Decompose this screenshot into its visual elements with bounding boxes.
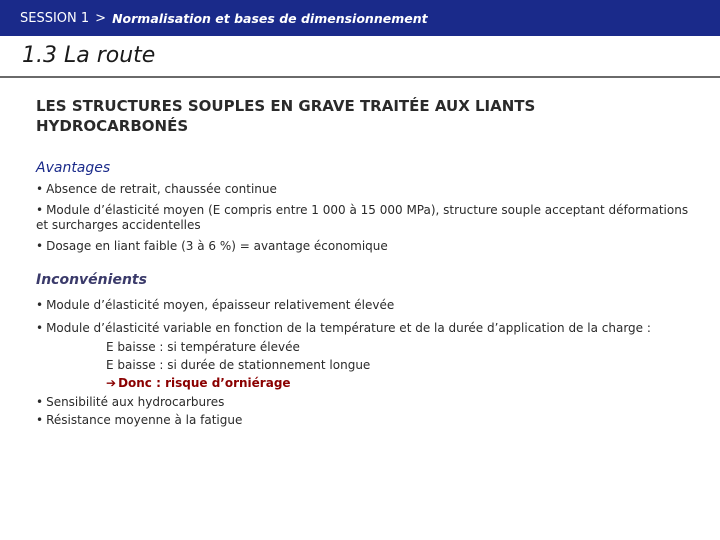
list-item — [36, 321, 696, 336]
heading-line-1: LES STRUCTURES SOUPLES EN GRAVE TRAITÉE AUX LIANTS — [36, 97, 536, 115]
list-item-text: Résistance moyenne à la fatigue — [46, 413, 243, 427]
slide-content — [36, 96, 696, 428]
bullet-icon: • — [36, 182, 44, 196]
session-label: SESSION 1 — [20, 10, 90, 26]
arrow-right-icon: ➔ — [106, 376, 117, 390]
session-subtitle: Normalisation et bases de dimensionnement — [112, 10, 428, 26]
bullet-icon: • — [36, 395, 44, 409]
heading-line-2: HYDROCARBONÉS — [36, 117, 189, 135]
list-item — [36, 298, 696, 313]
list-item — [36, 413, 696, 428]
section-title: 1.3 La route — [22, 43, 156, 68]
bullet-icon: • — [36, 298, 44, 312]
list-item-continuation: et surcharges accidentelles — [36, 218, 201, 232]
header-bar — [0, 0, 720, 36]
breadcrumb-separator: > — [95, 10, 107, 26]
slide-heading — [36, 96, 696, 136]
list-item-text: Module d’élasticité variable en fonction de la température et de la durée d’application de la charge : — [46, 321, 651, 335]
list-item-text: Module d’élasticité moyen (E compris entre 1 000 à 15 000 MPa), structure souple acceptant déformations — [46, 203, 689, 217]
bullet-icon: • — [36, 321, 44, 335]
list-item — [36, 203, 696, 218]
bullet-icon: • — [36, 203, 44, 217]
list-item — [36, 239, 696, 254]
list-item-text: Module d’élasticité moyen, épaisseur relativement élevée — [46, 298, 395, 312]
list-item — [36, 182, 696, 197]
list-item-text: Sensibilité aux hydrocarbures — [46, 395, 225, 409]
sub-item: E baisse : si durée de stationnement longue — [106, 358, 371, 372]
list-item-text: Absence de retrait, chaussée continue — [46, 182, 277, 196]
list-item — [36, 395, 696, 410]
drawbacks-title: Inconvénients — [36, 272, 147, 288]
list-item-text: Dosage en liant faible (3 à 6 %) = avantage économique — [46, 239, 388, 253]
sub-item: E baisse : si température élevée — [106, 340, 300, 354]
title-divider — [0, 76, 720, 78]
bullet-icon: • — [36, 239, 44, 253]
advantages-title: Avantages — [36, 160, 111, 176]
conclusion-text: Donc : risque d’orniérage — [118, 376, 291, 390]
conclusion-line — [36, 374, 696, 392]
bullet-icon: • — [36, 413, 44, 427]
